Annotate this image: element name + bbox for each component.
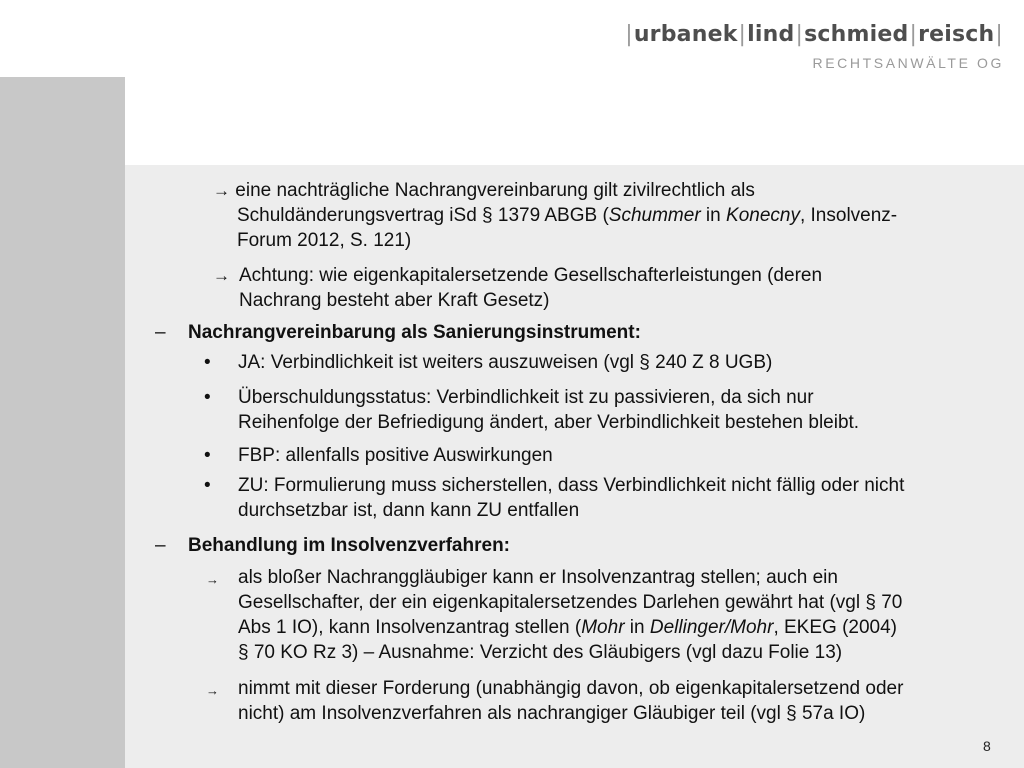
arrow-item-1-line2: Schuldänderungsvertrag iSd § 1379 ABGB (Schummer in Konecny, Insolvenz- [237,205,898,226]
right-arrow-icon: → [213,181,230,200]
logo-name-4: reisch [918,22,995,47]
bullet-icon: • [204,475,211,496]
right-arrow-icon: → [206,683,219,698]
list-item: • FBP: allenfalls positive Auswirkungen [204,445,553,466]
arrow-item-1 [213,178,1013,253]
arrow-item-1-line3: Forum 2012, S. 121) [237,230,412,251]
arrow-item-2 [213,263,1013,313]
page-number: 8 [983,738,991,754]
list-item: • ZU: Formulierung muss sicherstellen, dass Verbindlichkeit nicht fällig oder nicht durchsetzbar ist, dann kann ZU entfallen [204,475,905,521]
list-item: • Überschuldungsstatus: Verbindlichkeit ist zu passivieren, da sich nur Reihenfolge der Befriedigung ändert, aber Verbindlichkeit bestehen bleibt. [204,387,860,433]
citation-author: Mohr [581,617,625,638]
logo-name-3: schmied [804,22,909,47]
firm-logo-names: |urbanek|lind|schmied|reisch| [625,22,1003,47]
list-item: • JA: Verbindlichkeit ist weiters auszuweisen (vgl § 240 Z 8 UGB) [204,352,773,373]
arrow-item-2-line1: Achtung: wie eigenkapitalersetzende Gesellschafterleistungen (deren [239,265,823,286]
dash-icon: – [155,535,166,556]
logo-name-2: lind [747,22,795,47]
section-heading-insolvenz: – Behandlung im Insolvenzverfahren: [155,535,510,556]
citation-author: Schummer [608,205,701,226]
logo-name-1: urbanek [633,22,738,47]
list-item: → als bloßer Nachranggläubiger kann er Insolvenzantrag stellen; auch ein Gesellschafter, der ein eigenkapitalersetzendes Darlehen gewährt hat (vgl § 70 Abs 1 IO), kann Insolvenzantrag stellen (Mohr in Dellinger/Mohr, EKEG (2004) § 70 KO Rz 3) – Ausnahme: Verzicht des Gläubigers (vgl dazu Folie 13) [206,567,903,663]
arrow-item-1-line1: eine nachträgliche Nachrangvereinbarung gilt zivilrechtlich als [235,180,755,201]
citation-source: Dellinger/Mohr [649,617,774,638]
dash-icon: – [155,322,166,343]
bullet-icon: • [204,445,211,466]
firm-logo-subtitle: RECHTSANWÄLTE OG [812,55,1004,71]
right-arrow-icon: → [213,266,230,285]
citation-source: Konecny [726,205,800,226]
bullet-icon: • [204,352,211,373]
arrow-item-2-line2: Nachrang besteht aber Kraft Gesetz) [239,290,550,311]
section-heading-sanierung: – Nachrangvereinbarung als Sanierungsinstrument: [155,322,641,343]
right-arrow-icon: → [206,572,219,587]
list-item: → nimmt mit dieser Forderung (unabhängig davon, ob eigenkapitalersetzend oder nicht) am Insolvenzverfahren als nachrangiger Gläubiger teil (vgl § 57a IO) [206,678,904,724]
bullet-icon: • [204,387,211,408]
